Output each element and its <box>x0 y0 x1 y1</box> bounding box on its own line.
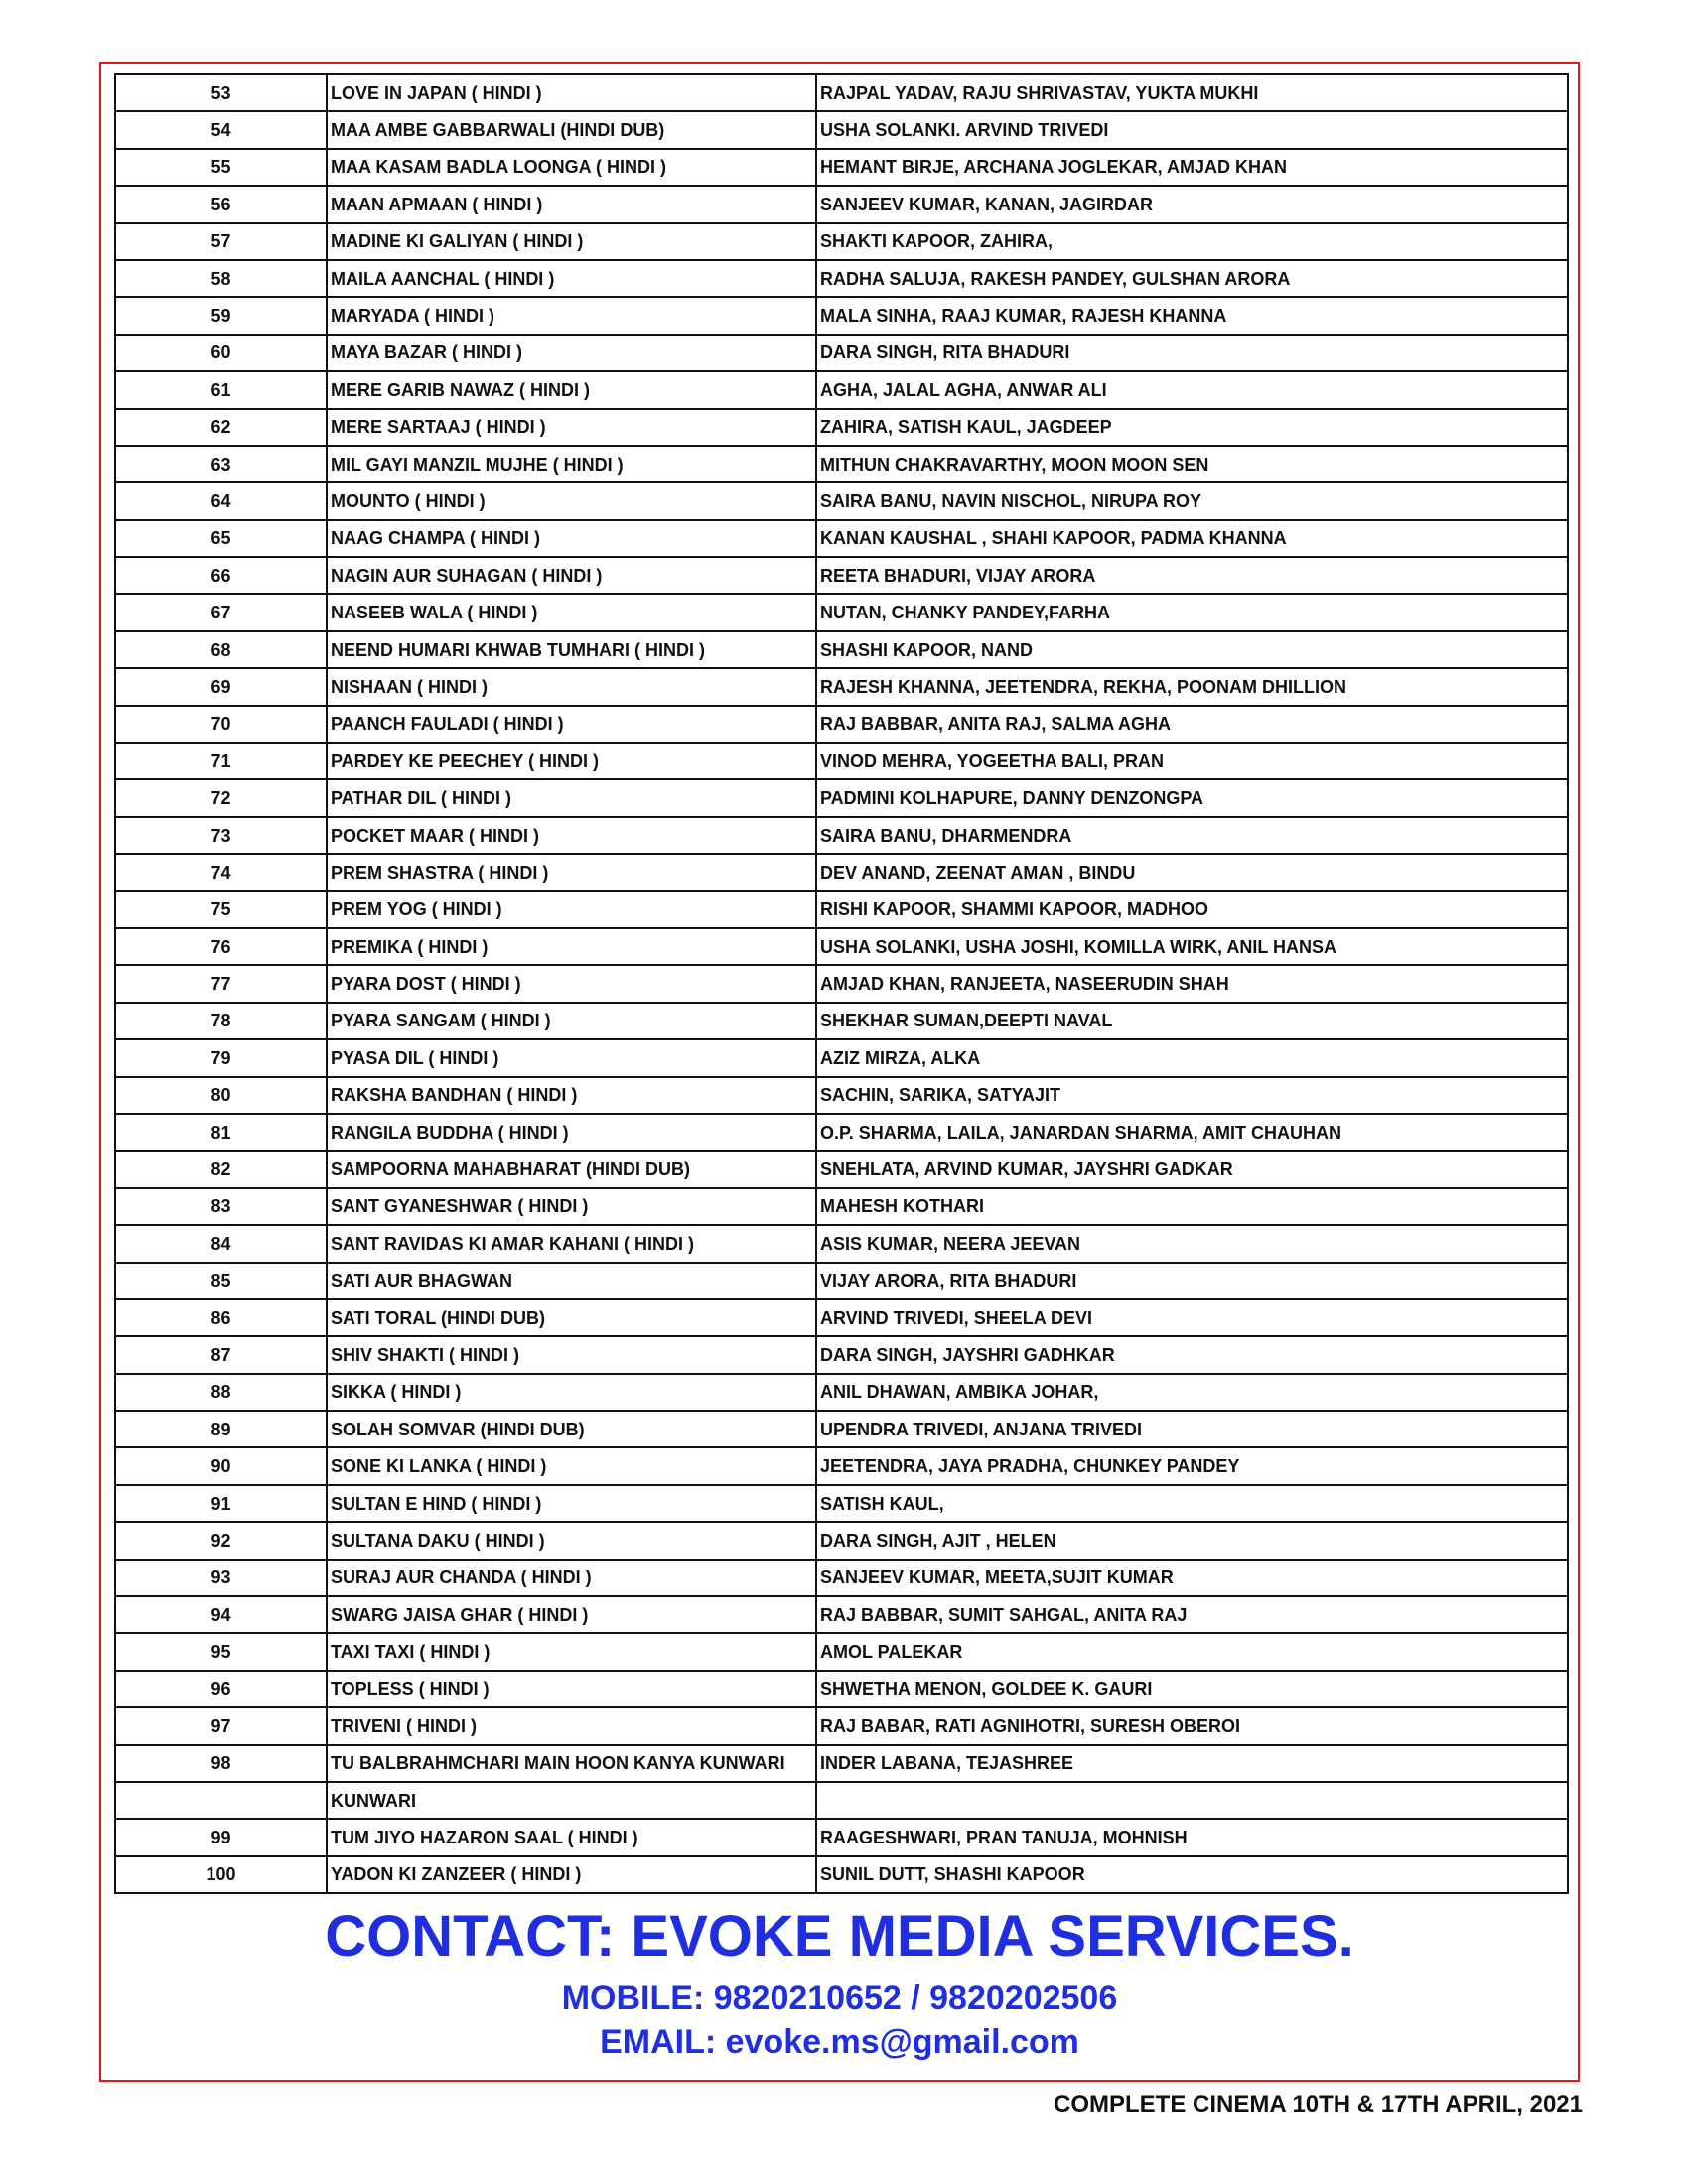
table-row <box>115 409 1568 446</box>
film-cast: DARA SINGH, JAYSHRI GADHKAR <box>816 1336 1568 1373</box>
table-row <box>115 1707 1568 1744</box>
film-cast: RAJPAL YADAV, RAJU SHRIVASTAV, YUKTA MUKHI <box>816 74 1568 111</box>
film-cast: USHA SOLANKI, USHA JOSHI, KOMILLA WIRK, ANIL HANSA <box>816 928 1568 965</box>
table-row <box>115 260 1568 297</box>
row-number: 90 <box>115 1447 327 1484</box>
film-title: MAILA AANCHAL ( HINDI ) <box>327 260 816 297</box>
table-row <box>115 74 1568 111</box>
row-number: 78 <box>115 1003 327 1039</box>
row-number: 74 <box>115 854 327 890</box>
row-number: 72 <box>115 779 327 816</box>
row-number: 94 <box>115 1596 327 1633</box>
film-cast: RAAGESHWARI, PRAN TANUJA, MOHNISH <box>816 1819 1568 1855</box>
film-title: PAANCH FAULADI ( HINDI ) <box>327 706 816 743</box>
film-title: PYASA DIL ( HINDI ) <box>327 1039 816 1076</box>
film-cast: AMJAD KHAN, RANJEETA, NASEERUDIN SHAH <box>816 965 1568 1002</box>
row-number: 76 <box>115 928 327 965</box>
film-cast: SACHIN, SARIKA, SATYAJIT <box>816 1077 1568 1114</box>
table-row <box>115 1188 1568 1225</box>
film-title: MAYA BAZAR ( HINDI ) <box>327 335 816 371</box>
row-number: 85 <box>115 1263 327 1299</box>
row-number: 55 <box>115 149 327 186</box>
film-cast: SATISH KAUL, <box>816 1485 1568 1522</box>
film-cast: INDER LABANA, TEJASHREE <box>816 1745 1568 1782</box>
film-title: PREM YOG ( HINDI ) <box>327 891 816 928</box>
film-title: SIKKA ( HINDI ) <box>327 1374 816 1411</box>
film-cast: USHA SOLANKI. ARVIND TRIVEDI <box>816 111 1568 148</box>
contact-title: CONTACT: EVOKE MEDIA SERVICES. <box>325 1904 1354 1969</box>
film-title: PARDEY KE PEECHEY ( HINDI ) <box>327 743 816 779</box>
row-number: 77 <box>115 965 327 1002</box>
row-number: 63 <box>115 446 327 482</box>
table-row <box>115 1485 1568 1522</box>
contact-email: EMAIL: evoke.ms@gmail.com <box>600 2023 1079 2061</box>
film-cast: HEMANT BIRJE, ARCHANA JOGLEKAR, AMJAD KHAN <box>816 149 1568 186</box>
table-row <box>115 706 1568 743</box>
film-title: PREM SHASTRA ( HINDI ) <box>327 854 816 890</box>
film-cast: RADHA SALUJA, RAKESH PANDEY, GULSHAN ARORA <box>816 260 1568 297</box>
film-title: PREMIKA ( HINDI ) <box>327 928 816 965</box>
film-cast: VINOD MEHRA, YOGEETHA BALI, PRAN <box>816 743 1568 779</box>
film-title: POCKET MAAR ( HINDI ) <box>327 817 816 854</box>
film-title: MAA AMBE GABBARWALI (HINDI DUB) <box>327 111 816 148</box>
row-number: 66 <box>115 557 327 594</box>
row-number: 56 <box>115 186 327 222</box>
film-cast: AMOL PALEKAR <box>816 1633 1568 1670</box>
row-number: 99 <box>115 1819 327 1855</box>
row-number: 100 <box>115 1856 327 1893</box>
row-number: 93 <box>115 1560 327 1596</box>
film-cast: REETA BHADURI, VIJAY ARORA <box>816 557 1568 594</box>
film-title: MERE GARIB NAWAZ ( HINDI ) <box>327 371 816 408</box>
table-row <box>115 743 1568 779</box>
table-row <box>115 1374 1568 1411</box>
table-row <box>115 1596 1568 1633</box>
table-row <box>115 1522 1568 1559</box>
film-title: MAA KASAM BADLA LOONGA ( HINDI ) <box>327 149 816 186</box>
row-number: 58 <box>115 260 327 297</box>
table-row <box>115 446 1568 482</box>
film-cast: ANIL DHAWAN, AMBIKA JOHAR, <box>816 1374 1568 1411</box>
film-title: SOLAH SOMVAR (HINDI DUB) <box>327 1411 816 1447</box>
row-number: 64 <box>115 482 327 519</box>
row-number: 86 <box>115 1299 327 1336</box>
table-row <box>115 186 1568 222</box>
row-number: 88 <box>115 1374 327 1411</box>
film-title: SURAJ AUR CHANDA ( HINDI ) <box>327 1560 816 1596</box>
film-cast: AGHA, JALAL AGHA, ANWAR ALI <box>816 371 1568 408</box>
row-number: 59 <box>115 297 327 334</box>
table-row <box>115 1633 1568 1670</box>
row-number: 65 <box>115 520 327 557</box>
table-row <box>115 1411 1568 1447</box>
table-row <box>115 631 1568 668</box>
film-cast: MITHUN CHAKRAVARTHY, MOON MOON SEN <box>816 446 1568 482</box>
row-number: 75 <box>115 891 327 928</box>
row-number: 57 <box>115 223 327 260</box>
table-row <box>115 223 1568 260</box>
table-row <box>115 149 1568 186</box>
film-title: SATI TORAL (HINDI DUB) <box>327 1299 816 1336</box>
table-row <box>115 1225 1568 1262</box>
film-cast: O.P. SHARMA, LAILA, JANARDAN SHARMA, AMIT CHAUHAN <box>816 1114 1568 1151</box>
film-cast: SANJEEV KUMAR, KANAN, JAGIRDAR <box>816 186 1568 222</box>
film-title: TAXI TAXI ( HINDI ) <box>327 1633 816 1670</box>
film-cast: MAHESH KOTHARI <box>816 1188 1568 1225</box>
film-cast: NUTAN, CHANKY PANDEY,FARHA <box>816 594 1568 630</box>
row-number: 89 <box>115 1411 327 1447</box>
table-row <box>115 1263 1568 1299</box>
film-cast: UPENDRA TRIVEDI, ANJANA TRIVEDI <box>816 1411 1568 1447</box>
film-cast: RAJ BABAR, RATI AGNIHOTRI, SURESH OBEROI <box>816 1707 1568 1744</box>
film-cast: RAJESH KHANNA, JEETENDRA, REKHA, POONAM DHILLION <box>816 668 1568 705</box>
row-number <box>115 1782 327 1819</box>
film-cast: RAJ BABBAR, ANITA RAJ, SALMA AGHA <box>816 706 1568 743</box>
table-row <box>115 1819 1568 1855</box>
film-title: YADON KI ZANZEER ( HINDI ) <box>327 1856 816 1893</box>
film-cast: RAJ BABBAR, SUMIT SAHGAL, ANITA RAJ <box>816 1596 1568 1633</box>
film-title: MADINE KI GALIYAN ( HINDI ) <box>327 223 816 260</box>
film-cast: SANJEEV KUMAR, MEETA,SUJIT KUMAR <box>816 1560 1568 1596</box>
film-title: SANT RAVIDAS KI AMAR KAHANI ( HINDI ) <box>327 1225 816 1262</box>
table-row <box>115 1039 1568 1076</box>
table-row <box>115 1671 1568 1707</box>
film-cast: DARA SINGH, RITA BHADURI <box>816 335 1568 371</box>
film-cast: JEETENDRA, JAYA PRADHA, CHUNKEY PANDEY <box>816 1447 1568 1484</box>
film-title: RANGILA BUDDHA ( HINDI ) <box>327 1114 816 1151</box>
film-title: MIL GAYI MANZIL MUJHE ( HINDI ) <box>327 446 816 482</box>
film-title: NAGIN AUR SUHAGAN ( HINDI ) <box>327 557 816 594</box>
row-number: 82 <box>115 1151 327 1187</box>
footer-publication: COMPLETE CINEMA 10TH & 17TH APRIL, 2021 <box>1054 2091 1583 2117</box>
film-cast: KANAN KAUSHAL , SHAHI KAPOOR, PADMA KHANNA <box>816 520 1568 557</box>
table-row <box>115 1151 1568 1187</box>
row-number: 80 <box>115 1077 327 1114</box>
table-row <box>115 297 1568 334</box>
row-number: 71 <box>115 743 327 779</box>
film-cast: ARVIND TRIVEDI, SHEELA DEVI <box>816 1299 1568 1336</box>
table-row <box>115 1077 1568 1114</box>
film-title: SWARG JAISA GHAR ( HINDI ) <box>327 1596 816 1633</box>
film-cast: VIJAY ARORA, RITA BHADURI <box>816 1263 1568 1299</box>
row-number: 53 <box>115 74 327 111</box>
row-number: 70 <box>115 706 327 743</box>
row-number: 83 <box>115 1188 327 1225</box>
film-title: RAKSHA BANDHAN ( HINDI ) <box>327 1077 816 1114</box>
table-row <box>115 928 1568 965</box>
film-title: LOVE IN JAPAN ( HINDI ) <box>327 74 816 111</box>
film-title: TU BALBRAHMCHARI MAIN HOON KANYA KUNWARI <box>327 1745 816 1782</box>
row-number: 84 <box>115 1225 327 1262</box>
table-row <box>115 111 1568 148</box>
table-row <box>115 594 1568 630</box>
film-title: MERE SARTAAJ ( HINDI ) <box>327 409 816 446</box>
row-number: 62 <box>115 409 327 446</box>
film-title: NISHAAN ( HINDI ) <box>327 668 816 705</box>
table-row <box>115 1782 1568 1819</box>
film-title: PYARA SANGAM ( HINDI ) <box>327 1003 816 1039</box>
table-row <box>115 1745 1568 1782</box>
film-cast: ASIS KUMAR, NEERA JEEVAN <box>816 1225 1568 1262</box>
film-title: TUM JIYO HAZARON SAAL ( HINDI ) <box>327 1819 816 1855</box>
table-row <box>115 779 1568 816</box>
row-number: 87 <box>115 1336 327 1373</box>
table-row <box>115 557 1568 594</box>
table-row <box>115 482 1568 519</box>
film-list-body <box>115 74 1568 1893</box>
row-number: 69 <box>115 668 327 705</box>
film-title: MAAN APMAAN ( HINDI ) <box>327 186 816 222</box>
row-number: 95 <box>115 1633 327 1670</box>
row-number: 91 <box>115 1485 327 1522</box>
table-row <box>115 1856 1568 1893</box>
film-title: KUNWARI <box>327 1782 816 1819</box>
row-number: 73 <box>115 817 327 854</box>
film-cast: SAIRA BANU, DHARMENDRA <box>816 817 1568 854</box>
film-title: SAMPOORNA MAHABHARAT (HINDI DUB) <box>327 1151 816 1187</box>
film-title: SATI AUR BHAGWAN <box>327 1263 816 1299</box>
row-number: 79 <box>115 1039 327 1076</box>
film-title: SANT GYANESHWAR ( HINDI ) <box>327 1188 816 1225</box>
film-title: PATHAR DIL ( HINDI ) <box>327 779 816 816</box>
film-cast: SAIRA BANU, NAVIN NISCHOL, NIRUPA ROY <box>816 482 1568 519</box>
film-cast: RISHI KAPOOR, SHAMMI KAPOOR, MADHOO <box>816 891 1568 928</box>
film-cast: SNEHLATA, ARVIND KUMAR, JAYSHRI GADKAR <box>816 1151 1568 1187</box>
table-row <box>115 668 1568 705</box>
film-cast: DARA SINGH, AJIT , HELEN <box>816 1522 1568 1559</box>
film-cast: SHASHI KAPOOR, NAND <box>816 631 1568 668</box>
table-row <box>115 1114 1568 1151</box>
film-list-table <box>114 73 1569 1894</box>
film-title: SONE KI LANKA ( HINDI ) <box>327 1447 816 1484</box>
film-title: SULTANA DAKU ( HINDI ) <box>327 1522 816 1559</box>
row-number: 68 <box>115 631 327 668</box>
film-cast: ZAHIRA, SATISH KAUL, JAGDEEP <box>816 409 1568 446</box>
film-cast: DEV ANAND, ZEENAT AMAN , BINDU <box>816 854 1568 890</box>
row-number: 98 <box>115 1745 327 1782</box>
film-title: TRIVENI ( HINDI ) <box>327 1707 816 1744</box>
film-cast: SHEKHAR SUMAN,DEEPTI NAVAL <box>816 1003 1568 1039</box>
film-cast: SHAKTI KAPOOR, ZAHIRA, <box>816 223 1568 260</box>
table-row <box>115 965 1568 1002</box>
film-title: SULTAN E HIND ( HINDI ) <box>327 1485 816 1522</box>
film-cast: SUNIL DUTT, SHASHI KAPOOR <box>816 1856 1568 1893</box>
film-cast: PADMINI KOLHAPURE, DANNY DENZONGPA <box>816 779 1568 816</box>
film-cast: AZIZ MIRZA, ALKA <box>816 1039 1568 1076</box>
film-title: SHIV SHAKTI ( HINDI ) <box>327 1336 816 1373</box>
table-row <box>115 1003 1568 1039</box>
film-title: MARYADA ( HINDI ) <box>327 297 816 334</box>
row-number: 67 <box>115 594 327 630</box>
film-title: PYARA DOST ( HINDI ) <box>327 965 816 1002</box>
table-row <box>115 854 1568 890</box>
row-number: 61 <box>115 371 327 408</box>
film-cast: MALA SINHA, RAAJ KUMAR, RAJESH KHANNA <box>816 297 1568 334</box>
table-row <box>115 1299 1568 1336</box>
film-title: TOPLESS ( HINDI ) <box>327 1671 816 1707</box>
row-number: 92 <box>115 1522 327 1559</box>
row-number: 60 <box>115 335 327 371</box>
film-cast: SHWETHA MENON, GOLDEE K. GAURI <box>816 1671 1568 1707</box>
table-row <box>115 1336 1568 1373</box>
table-row <box>115 817 1568 854</box>
film-title: NEEND HUMARI KHWAB TUMHARI ( HINDI ) <box>327 631 816 668</box>
film-title: MOUNTO ( HINDI ) <box>327 482 816 519</box>
row-number: 96 <box>115 1671 327 1707</box>
film-title: NASEEB WALA ( HINDI ) <box>327 594 816 630</box>
contact-mobile: MOBILE: 9820210652 / 9820202506 <box>561 1979 1118 2017</box>
film-cast <box>816 1782 1568 1819</box>
table-row <box>115 520 1568 557</box>
table-row <box>115 891 1568 928</box>
row-number: 54 <box>115 111 327 148</box>
row-number: 81 <box>115 1114 327 1151</box>
row-number: 97 <box>115 1707 327 1744</box>
table-row <box>115 371 1568 408</box>
table-row <box>115 1447 1568 1484</box>
table-row <box>115 1560 1568 1596</box>
table-row <box>115 335 1568 371</box>
film-title: NAAG CHAMPA ( HINDI ) <box>327 520 816 557</box>
